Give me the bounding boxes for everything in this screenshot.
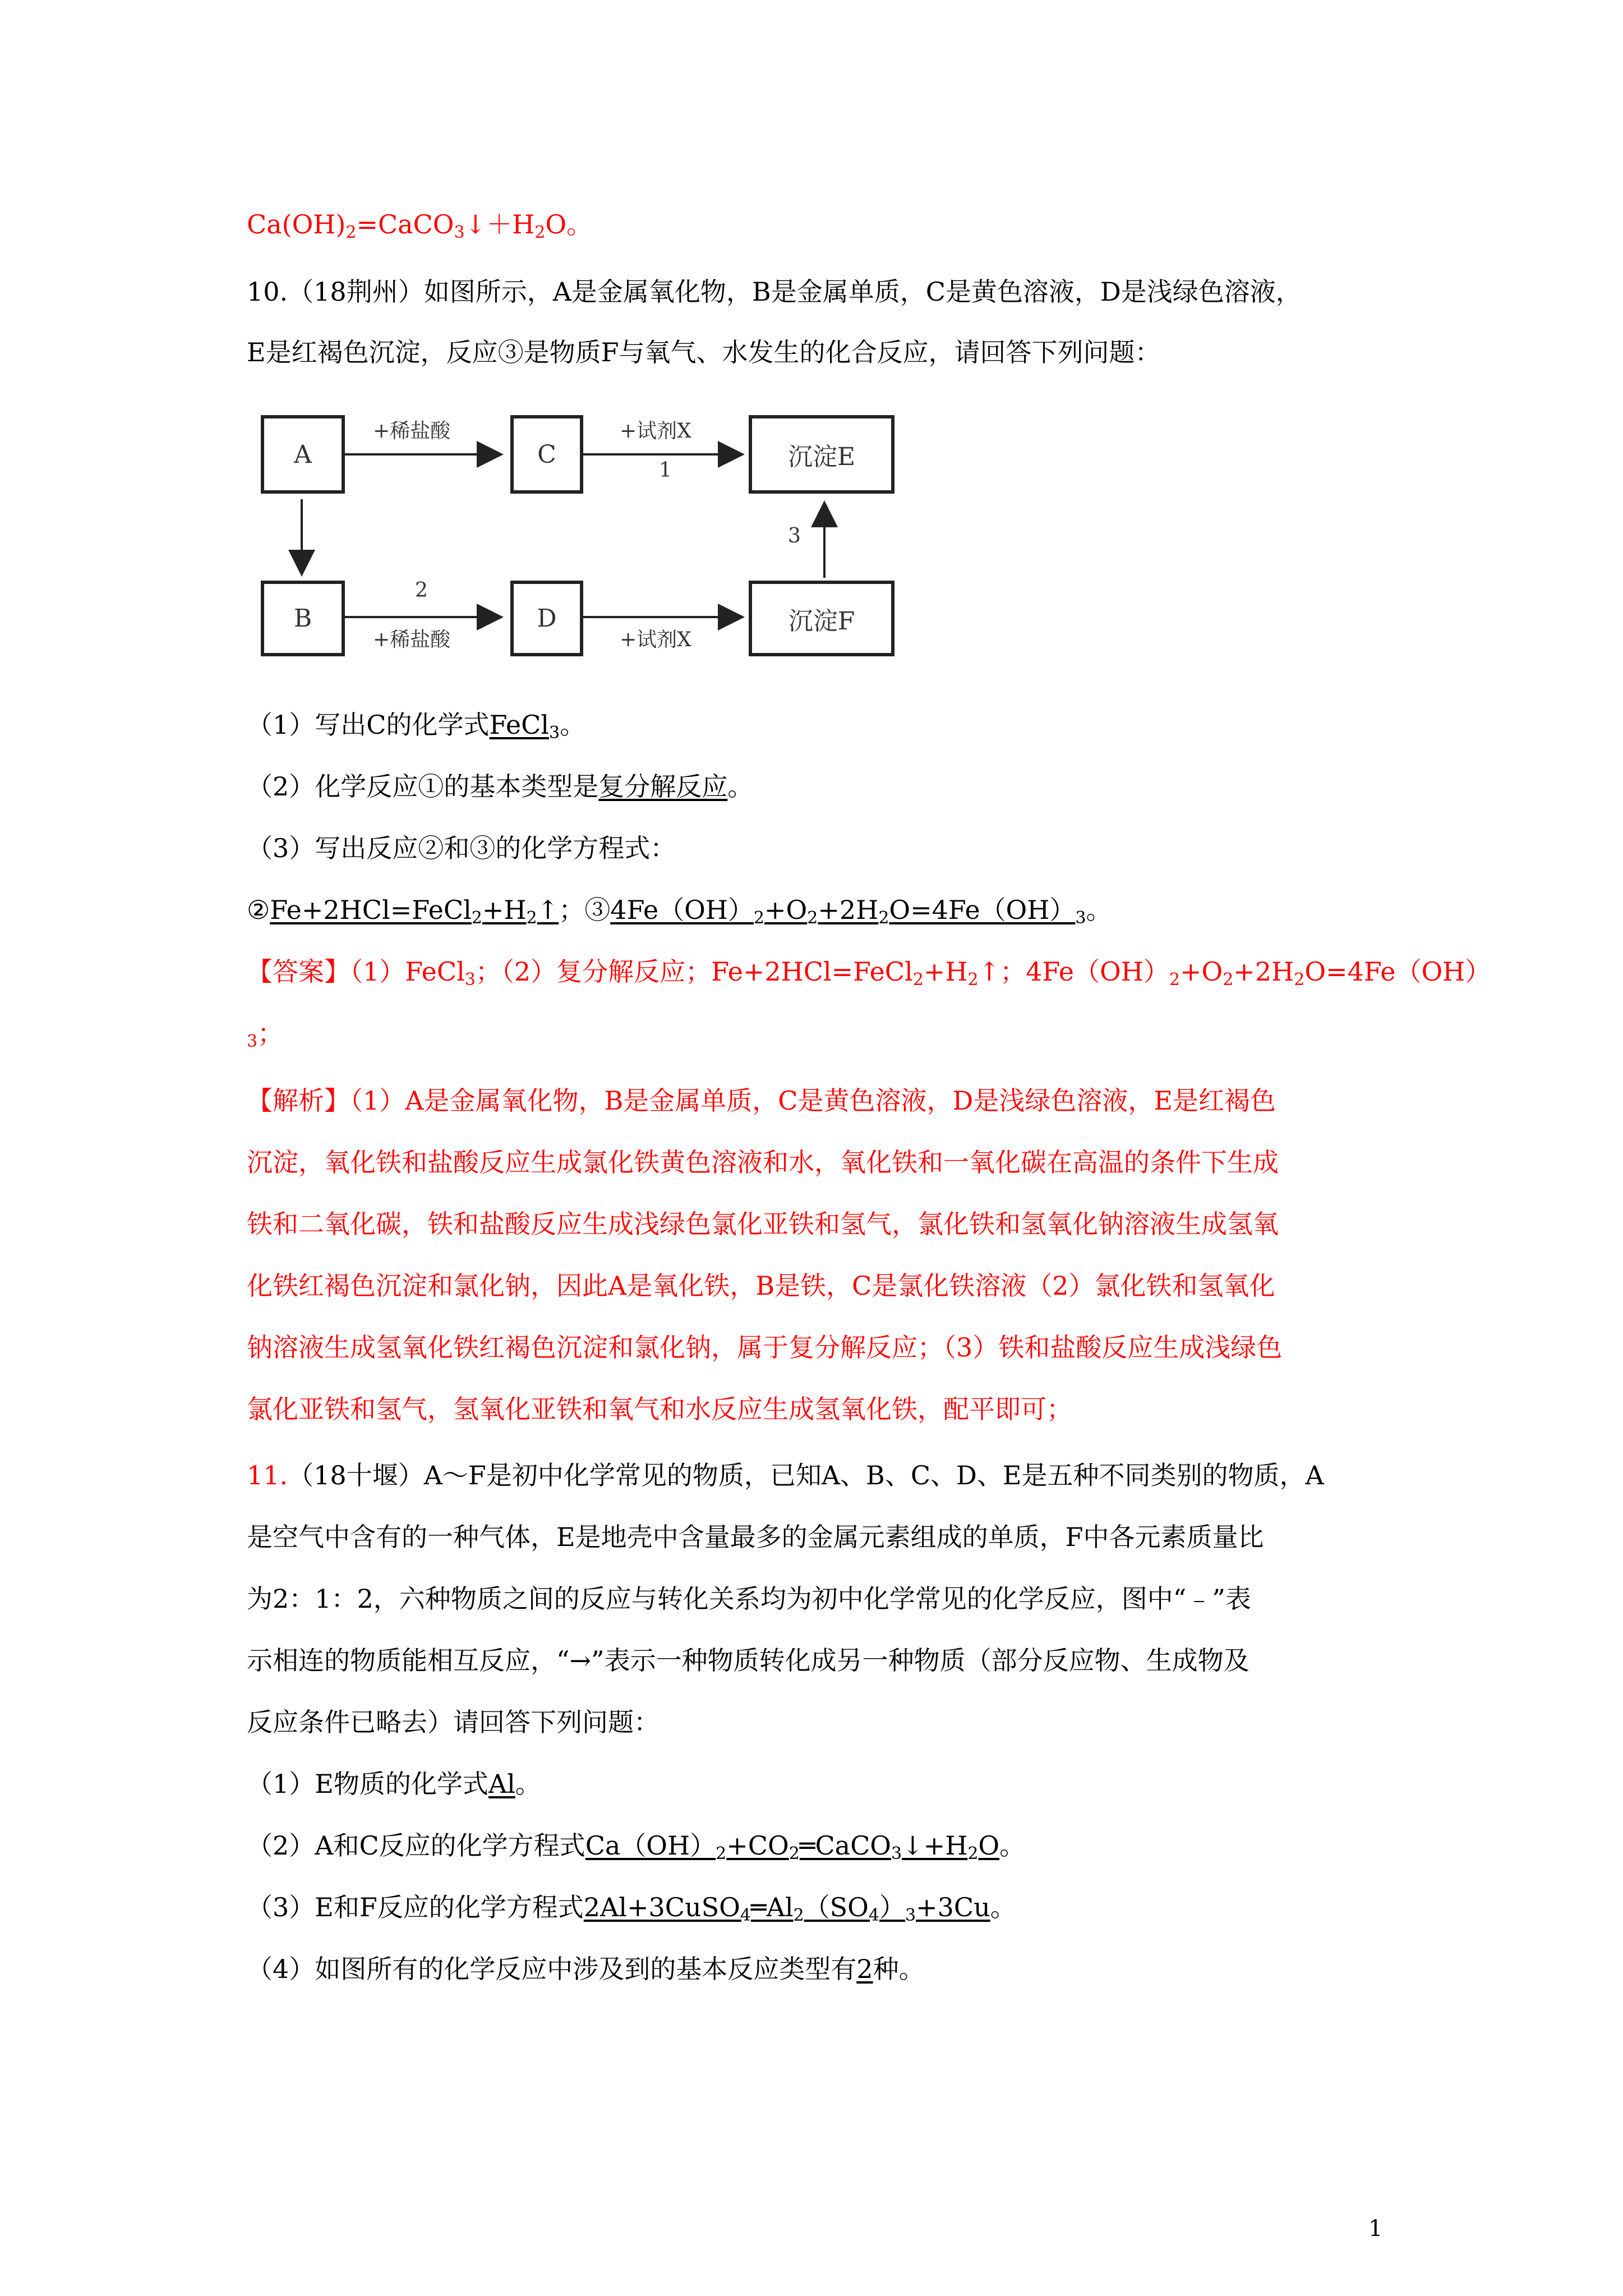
node-a: A bbox=[261, 415, 345, 494]
q11-line-4: 示相连的物质能相互反应，“→”表示一种物质转化成另一种物质（部分反应物、生成物及 bbox=[247, 1645, 1249, 1676]
node-f: 沉淀F bbox=[749, 581, 895, 656]
label-d-f: +试剂X bbox=[620, 628, 691, 651]
label-a-c: +稀盐酸 bbox=[373, 420, 451, 443]
q10-analysis-5: 钠溶液生成氢氧化铁红褐色沉淀和氯化钠，属于复分解反应；（3）铁和盐酸反应生成浅绿色 bbox=[247, 1332, 1283, 1363]
q11-part-4: （4）如图所有的化学反应中涉及到的基本反应类型有2种。 bbox=[247, 1954, 925, 1984]
q10-analysis-4: 化铁红褐色沉淀和氯化钠，因此A是氧化铁，B是铁，C是氯化铁溶液（2）氯化铁和氢氧化 bbox=[247, 1271, 1275, 1301]
q10-answer-cont: $_3$； bbox=[247, 1018, 284, 1051]
label-b-d-top: 2 bbox=[415, 579, 428, 602]
label-f-e: 3 bbox=[788, 524, 801, 547]
q10-analysis-1: 【解析】（1）A是金属氧化物，B是金属单质，C是黄色溶液，D是浅绿色溶液，E是红褐色 bbox=[247, 1085, 1276, 1116]
q10-part-3: （3）写出反应②和③的化学方程式： bbox=[247, 833, 676, 863]
page-number: 1 bbox=[1368, 2216, 1383, 2242]
q11-line-1: 11.（18十堰）A～F是初中化学常见的物质，已知A、B、C、D、E是五种不同类别的物质，A bbox=[247, 1460, 1324, 1490]
q10-part-1: （1）写出C的化学式FeCl$_3$。 bbox=[247, 710, 586, 743]
q10-analysis-6: 氯化亚铁和氢气，氢氧化亚铁和氧气和水反应生成氢氧化铁，配平即可； bbox=[247, 1394, 1072, 1424]
node-e: 沉淀E bbox=[749, 415, 895, 494]
q10-part-2: （2）化学反应①的基本类型是复分解反应。 bbox=[247, 771, 754, 802]
q11-line-3: 为2：1：2，六种物质之间的反应与转化关系均为初中化学常见的化学反应，图中“﹣”表 bbox=[247, 1584, 1251, 1614]
reaction-diagram bbox=[247, 393, 920, 684]
q11-line-2: 是空气中含有的一种气体，E是地壳中含量最多的金属元素组成的单质，F中各元素质量比 bbox=[247, 1522, 1264, 1552]
q11-part-2: （2）A和C反应的化学方程式$Ca(OH)_2+CO_2═CaCO_3↓+H_2O$。 bbox=[247, 1830, 1026, 1864]
node-d: D bbox=[510, 581, 583, 656]
q10-answer: 【答案】（1）FeCl$_3$；（2）复分解反应；$Fe+2HCl=FeCl_2+H_2↑$；$4Fe(OH)_2+O_2+2H_2O=4Fe(OH)$ bbox=[247, 956, 1491, 990]
q10-line-1: 10.（18荆州）如图所示，A是金属氧化物，B是金属单质，C是黄色溶液，D是浅绿色溶液， bbox=[247, 277, 1302, 307]
q10-line-2: E是红褐色沉淀，反应③是物质F与氧气、水发生的化合反应，请回答下列问题： bbox=[247, 337, 1161, 367]
equation-line: $Ca(OH)_2=CaCO_3↓+H_2O$。 bbox=[247, 209, 593, 242]
q10-analysis-3: 铁和二氧化碳，铁和盐酸反应生成浅绿色氯化亚铁和氢气，氯化铁和氢氧化钠溶液生成氢氧 bbox=[247, 1209, 1279, 1239]
q10-analysis-2: 沉淀，氧化铁和盐酸反应生成氯化铁黄色溶液和水，氧化铁和一氧化碳在高温的条件下生成 bbox=[247, 1147, 1279, 1177]
label-c-e-bottom: 1 bbox=[659, 459, 672, 482]
node-c: C bbox=[510, 415, 583, 494]
q11-part-1: （1）E物质的化学式Al。 bbox=[247, 1769, 541, 1799]
label-b-d-bottom: +稀盐酸 bbox=[373, 628, 451, 651]
q10-equations: $②Fe+2HCl=FeCl_2+H_2↑$；$③4Fe(OH)_2+O_2+2H_2O=4Fe(OH)_3$。 bbox=[247, 895, 1112, 928]
answer-fecl3: FeCl$_3$ bbox=[489, 710, 560, 743]
q11-line-5: 反应条件已略去）请回答下列问题： bbox=[247, 1707, 660, 1737]
node-b: B bbox=[261, 581, 345, 656]
q11-part-3: （3）E和F反应的化学方程式$2Al+3CuSO_4═Al_2(SO_4)_3+3Cu$。 bbox=[247, 1892, 1016, 1925]
label-c-e-top: +试剂X bbox=[620, 420, 691, 443]
